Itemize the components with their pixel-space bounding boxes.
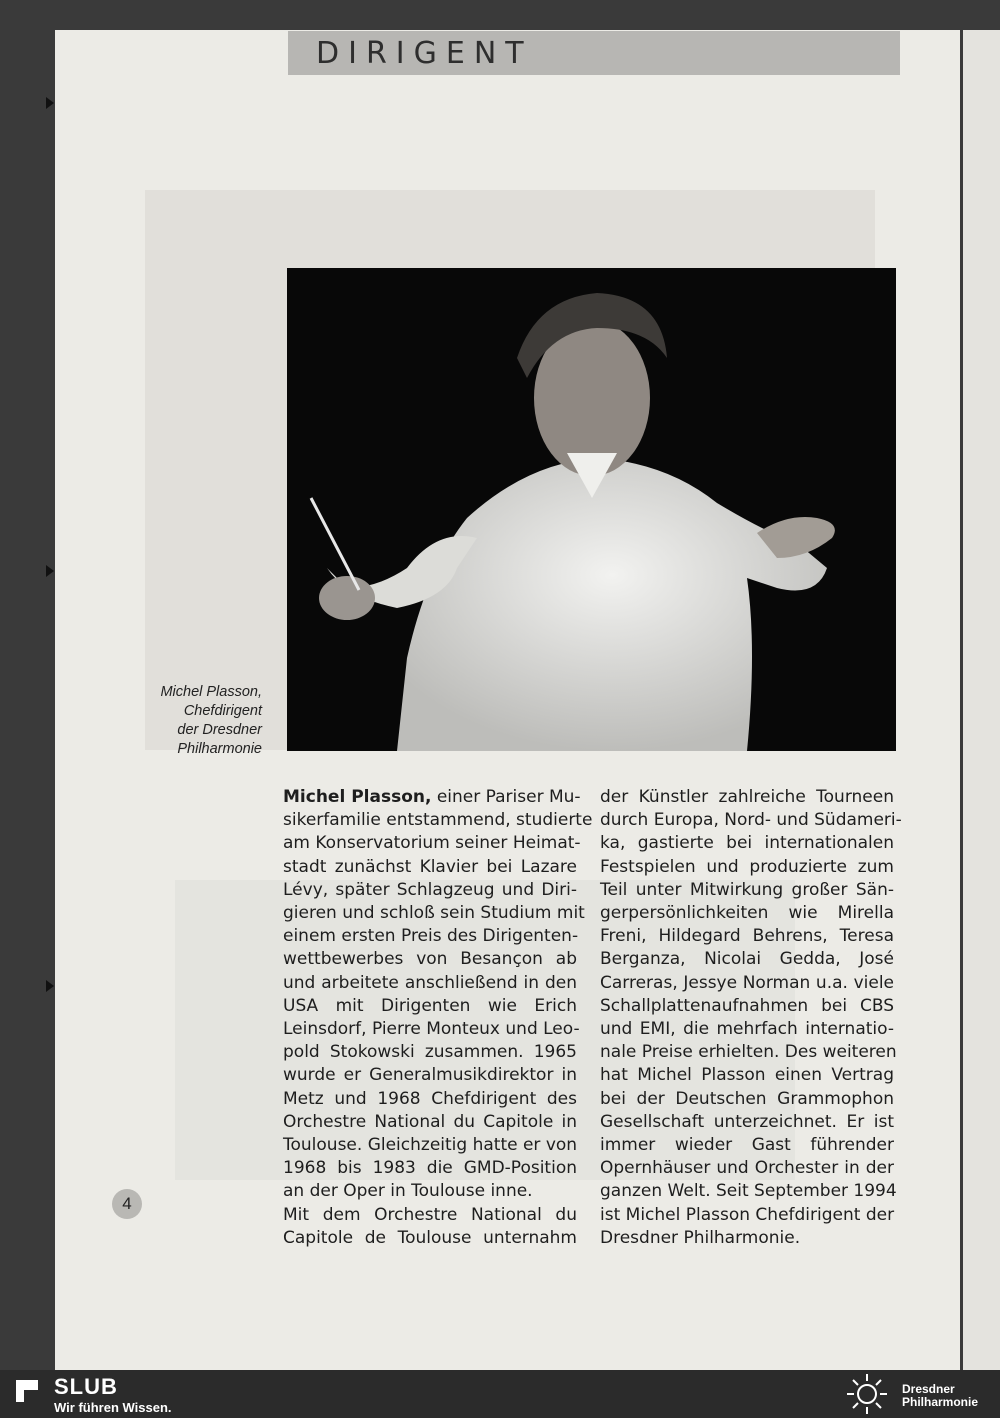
text-fragment: Mit dem Orchestre National du: [283, 1204, 577, 1225]
text-line: [600, 948, 894, 971]
text-fragment: wettbewerbes von Besançon ab: [283, 949, 577, 970]
name-highlight: Michel Plasson,: [283, 787, 432, 807]
text-fragment: durch Europa, Nord- und Südameri-: [600, 810, 902, 831]
text-fragment: und EMI, die mehrfach internatio-: [600, 1019, 894, 1040]
text-fragment: Berganza, Nicolai Gedda, José: [600, 949, 894, 970]
text-fragment: Metz und 1968 Chefdirigent des: [283, 1088, 577, 1109]
text-line: [283, 972, 577, 995]
text-fragment: Capitole de Toulouse unternahm: [283, 1227, 577, 1248]
text-fragment: Carreras, Jessye Norman u.a. viele: [600, 972, 894, 993]
text-fragment: einem ersten Preis des Dirigenten-: [283, 926, 579, 947]
text-line: [283, 1111, 577, 1134]
section-title: DIRIGENT: [316, 36, 533, 71]
text-line: [283, 925, 577, 948]
text-fragment: Leinsdorf, Pierre Monteux und Leo-: [283, 1019, 580, 1040]
text-line: [283, 832, 581, 855]
text-line: [283, 809, 593, 832]
text-line: [283, 879, 577, 902]
text-fragment: Opernhäuser und Orchester in der: [600, 1158, 894, 1179]
text-line: [600, 1157, 894, 1180]
text-line: [283, 948, 577, 971]
caption-line: Philharmonie: [177, 741, 262, 757]
text-line: [600, 809, 902, 832]
biography-column-left: [283, 786, 593, 1250]
text-fragment: pold Stokowski zusammen. 1965: [283, 1042, 577, 1063]
text-fragment: immer wieder Gast führender: [600, 1135, 894, 1156]
text-line: [600, 879, 894, 902]
binding-mark: [46, 565, 54, 577]
text-fragment: einer Pariser Mu-: [431, 787, 581, 807]
text-line: [283, 1157, 577, 1180]
text-fragment: und arbeitete anschließend in den: [283, 972, 577, 993]
text-fragment: Festspielen und produzierte zum: [600, 856, 894, 877]
next-page-edge: [963, 30, 1000, 1370]
text-fragment: an der Oper in Toulouse inne.: [283, 1181, 533, 1202]
text-fragment: USA mit Dirigenten wie Erich: [283, 995, 577, 1016]
text-fragment: der Künstler zahlreiche Tourneen: [600, 787, 894, 807]
text-line: [600, 856, 894, 879]
text-fragment: Freni, Hildegard Behrens, Teresa: [600, 926, 894, 947]
biography-column-right: [600, 786, 902, 1250]
text-line: [600, 786, 894, 809]
caption-line: der Dresdner: [177, 722, 262, 738]
dp-line2: Philharmonie: [902, 1395, 979, 1409]
text-line: [600, 1227, 894, 1250]
text-line: [600, 1134, 894, 1157]
binding-mark: [46, 97, 54, 109]
text-line: [283, 1018, 580, 1041]
photo-caption: [100, 683, 262, 759]
text-line: [283, 1088, 577, 1111]
slub-logo-icon: [12, 1376, 42, 1406]
text-line: [600, 972, 894, 995]
text-fragment: Schallplattenaufnahmen bei CBS: [600, 995, 894, 1016]
text-line: [283, 995, 577, 1018]
text-fragment: ist Michel Plasson Chefdirigent der: [600, 1204, 895, 1225]
text-fragment: sikerfamilie entstammend, studierte: [283, 810, 593, 831]
text-fragment: Toulouse. Gleichzeitig hatte er von: [283, 1135, 578, 1156]
text-fragment: stadt zunächst Klavier bei Lazare: [283, 856, 577, 877]
text-line: [600, 1204, 894, 1227]
text-fragment: am Konservatorium seiner Heimat-: [283, 833, 581, 854]
text-line: [600, 995, 894, 1018]
conductor-photo: [287, 268, 896, 751]
text-fragment: gieren und schloß sein Studium mit: [283, 903, 585, 924]
text-fragment: Orchestre National du Capitole in: [283, 1111, 577, 1132]
text-line: [600, 1064, 894, 1087]
text-line: [283, 902, 585, 925]
slub-subtitle: Wir führen Wissen.: [54, 1400, 172, 1415]
text-line: [600, 1088, 894, 1111]
text-line: [600, 1018, 894, 1041]
text-line: [283, 1227, 577, 1250]
text-fragment: Lévy, später Schlagzeug und Diri-: [283, 879, 577, 900]
text-line: [600, 1180, 897, 1203]
caption-line: Michel Plasson,: [160, 684, 262, 700]
text-fragment: ka, gastierte bei internationalen: [600, 833, 894, 854]
text-line: [283, 1204, 577, 1227]
text-fragment: Teil unter Mitwirkung großer Sän-: [600, 879, 894, 900]
dp-line1: Dresdner: [902, 1382, 955, 1396]
text-fragment: hat Michel Plasson einen Vertrag: [600, 1065, 894, 1086]
text-line: [600, 925, 894, 948]
text-fragment: nale Preise erhielten. Des weiteren: [600, 1042, 897, 1063]
slub-title: SLUB: [54, 1374, 118, 1399]
text-line: [283, 856, 577, 879]
text-line: [283, 786, 581, 809]
text-fragment: wurde er Generalmusikdirektor in: [283, 1065, 577, 1086]
text-fragment: gerpersönlichkeiten wie Mirella: [600, 903, 894, 924]
text-fragment: ganzen Welt. Seit September 1994: [600, 1181, 897, 1202]
dresdner-philharmonie-logo-icon: [842, 1372, 892, 1416]
text-line: [600, 902, 894, 925]
text-fragment: Gesellschaft unterzeichnet. Er ist: [600, 1111, 894, 1132]
caption-line: Chefdirigent: [183, 703, 262, 719]
text-fragment: 1968 bis 1983 die GMD-Position: [283, 1158, 577, 1179]
text-fragment: Dresdner Philharmonie.: [600, 1227, 801, 1248]
conductor-photo-illustration: [287, 268, 896, 751]
page-number: 4: [112, 1189, 142, 1219]
binding-mark: [46, 980, 54, 992]
dresdner-philharmonie-wordmark: [902, 1383, 978, 1409]
text-line: [600, 1111, 894, 1134]
text-line: [283, 1064, 577, 1087]
text-fragment: bei der Deutschen Grammophon: [600, 1088, 894, 1109]
text-line: [283, 1180, 577, 1203]
text-line: [283, 1134, 577, 1157]
text-line: [283, 1041, 577, 1064]
text-line: [600, 832, 894, 855]
text-line: [600, 1041, 897, 1064]
